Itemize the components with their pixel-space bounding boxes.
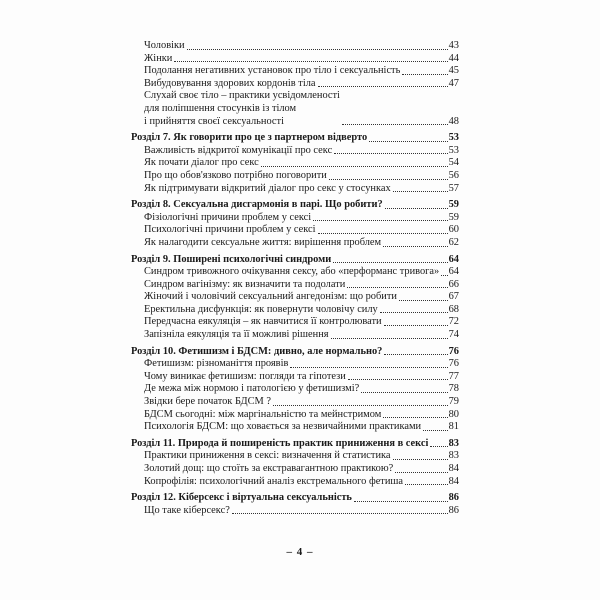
chapter-heading bbox=[131, 254, 459, 267]
chapter-heading bbox=[131, 492, 459, 505]
toc-entry bbox=[131, 145, 459, 158]
entry-title-line: Слухай своє тіло – практики усвідомленості bbox=[144, 90, 340, 102]
dot-leader bbox=[380, 312, 448, 313]
entry-page: 72 bbox=[448, 316, 459, 328]
entry-title: Жінки bbox=[144, 52, 173, 64]
entry-title-line: і прийняття своєї сексуальності bbox=[144, 115, 284, 127]
dot-leader bbox=[361, 392, 447, 393]
entry-page: 48 bbox=[448, 115, 459, 127]
toc-entry bbox=[131, 371, 459, 384]
dot-leader bbox=[261, 166, 448, 167]
entry-page: 84 bbox=[448, 463, 459, 474]
dot-leader bbox=[347, 287, 447, 288]
toc-entry bbox=[131, 316, 459, 329]
dot-leader bbox=[383, 417, 447, 418]
dot-leader bbox=[348, 379, 448, 380]
chapter-heading bbox=[131, 132, 459, 145]
toc-entry bbox=[131, 358, 459, 371]
entry-page: 47 bbox=[448, 77, 459, 89]
entry-title: Жіночий і чоловічий сексуальний ангедонізм: що робити bbox=[144, 291, 397, 303]
entry-page: 64 bbox=[448, 253, 459, 265]
entry-title: Розділ 9. Поширені психологічні синдроми bbox=[131, 253, 332, 265]
entry-page: 83 bbox=[448, 450, 459, 462]
dot-leader bbox=[329, 179, 448, 180]
entry-page: 53 bbox=[448, 144, 459, 156]
dot-leader bbox=[354, 501, 448, 502]
entry-page: 78 bbox=[448, 383, 459, 395]
dot-leader bbox=[290, 367, 447, 368]
entry-page: 60 bbox=[448, 224, 459, 236]
toc-entry bbox=[131, 450, 459, 463]
dot-leader bbox=[342, 124, 448, 125]
entry-page: 53 bbox=[448, 132, 459, 144]
entry-page: 86 bbox=[448, 504, 459, 516]
entry-title: Синдром тривожного очікування сексу, або «перформанс тривога» bbox=[144, 266, 440, 278]
toc-entry bbox=[131, 396, 459, 409]
dot-leader bbox=[441, 275, 447, 276]
entry-page: 80 bbox=[448, 408, 459, 420]
entry-title: Копрофілія: психологічний аналіз екстремального фетиша bbox=[144, 475, 404, 487]
entry-title: Чому виникає фетишизм: погляди та гіпотези bbox=[144, 370, 346, 382]
entry-title: Синдром вагінізму: як визначити та подолати bbox=[144, 278, 346, 290]
entry-page: 68 bbox=[448, 303, 459, 315]
dot-leader bbox=[399, 300, 448, 301]
toc-entry bbox=[131, 53, 459, 66]
dot-leader bbox=[384, 354, 447, 355]
toc-entry bbox=[131, 279, 459, 292]
toc-entry bbox=[131, 224, 459, 237]
dot-leader bbox=[333, 262, 447, 263]
entry-title: Фізіологічні причини проблем у сексі bbox=[144, 211, 312, 223]
dot-leader bbox=[313, 220, 447, 221]
entry-title: БДСМ сьогодні: між маргінальністю та мейнстримом bbox=[144, 408, 382, 420]
entry-title: Про що обов'язково потрібно поговорити bbox=[144, 169, 327, 181]
toc-entry bbox=[131, 383, 459, 396]
entry-title: Де межа між нормою і патологією у фетишизмі? bbox=[144, 383, 360, 395]
toc-entry bbox=[131, 157, 459, 170]
toc-entry bbox=[131, 291, 459, 304]
dot-leader bbox=[334, 153, 447, 154]
entry-title: Чоловіки bbox=[144, 40, 185, 51]
entry-page: 74 bbox=[448, 329, 459, 341]
entry-title: Подолання негативних установок про тіло і сексуальність bbox=[144, 65, 401, 77]
dot-leader bbox=[405, 484, 448, 485]
entry-page: 43 bbox=[448, 40, 459, 51]
entry-page: 83 bbox=[448, 437, 459, 449]
dot-leader bbox=[395, 472, 447, 473]
entry-page: 84 bbox=[448, 475, 459, 487]
dot-leader bbox=[393, 459, 448, 460]
entry-title: Як налагодити сексуальне життя: вирішення проблем bbox=[144, 236, 382, 248]
dot-leader bbox=[232, 513, 448, 514]
dot-leader bbox=[423, 430, 448, 431]
entry-title: Розділ 11. Природа й поширеність практик приниження в сексі bbox=[131, 437, 429, 449]
dot-leader bbox=[385, 208, 448, 209]
toc-entry bbox=[131, 212, 459, 225]
dot-leader bbox=[318, 233, 448, 234]
entry-title: Як підтримувати відкритий діалог про секс у стосунках bbox=[144, 182, 391, 194]
toc-entry bbox=[131, 463, 459, 476]
toc-entry bbox=[131, 505, 459, 518]
entry-page: 64 bbox=[448, 266, 459, 278]
chapter-heading bbox=[131, 199, 459, 212]
toc-entry bbox=[131, 266, 459, 279]
entry-title: Запізніла еякуляція та її можливі рішення bbox=[144, 329, 329, 341]
entry-title: Психологічні причини проблем у сексі bbox=[144, 224, 316, 236]
entry-page: 81 bbox=[448, 421, 459, 433]
table-of-contents bbox=[131, 40, 459, 517]
entry-page: 59 bbox=[448, 199, 459, 211]
chapter-heading bbox=[131, 438, 459, 451]
dot-leader bbox=[369, 141, 447, 142]
entry-page: 76 bbox=[448, 358, 459, 370]
entry-title: Психологія БДСМ: що ховається за незвичайними практиками bbox=[144, 421, 422, 433]
toc-entry bbox=[131, 78, 459, 91]
toc-entry bbox=[131, 237, 459, 250]
entry-page: 79 bbox=[448, 396, 459, 408]
entry-page: 56 bbox=[448, 169, 459, 181]
entry-page: 77 bbox=[448, 370, 459, 382]
toc-entry-multiline bbox=[131, 90, 459, 128]
toc-entry bbox=[131, 170, 459, 183]
entry-title: Практики приниження в сексі: визначення й статистика bbox=[144, 450, 391, 462]
entry-title: Розділ 12. Кіберсекс і віртуальна сексуальність bbox=[131, 492, 352, 504]
chapter-heading bbox=[131, 346, 459, 359]
dot-leader bbox=[273, 405, 448, 406]
entry-page: 86 bbox=[448, 492, 459, 504]
toc-entry bbox=[131, 421, 459, 434]
toc-entry bbox=[131, 304, 459, 317]
entry-title: Що таке кіберсекс? bbox=[144, 504, 230, 516]
dot-leader bbox=[174, 61, 447, 62]
dot-leader bbox=[430, 446, 447, 447]
entry-title: Важливість відкритої комунікації про секс bbox=[144, 144, 333, 156]
entry-page: 66 bbox=[448, 278, 459, 290]
dot-leader bbox=[187, 49, 448, 50]
entry-title: Розділ 8. Сексуальна дисгармонія в парі. Що робити? bbox=[131, 199, 383, 211]
toc-entry bbox=[131, 183, 459, 196]
entry-title: Звідки бере початок БДСМ ? bbox=[144, 396, 271, 408]
entry-page: 54 bbox=[448, 157, 459, 169]
entry-title: Фетишизм: різноманіття проявів bbox=[144, 358, 289, 370]
entry-page: 57 bbox=[448, 182, 459, 194]
entry-title: Еректильна дисфункція: як повернути чоловічу силу bbox=[144, 303, 378, 315]
entry-page: 44 bbox=[448, 52, 459, 64]
entry-title: Як почати діалог про секс bbox=[144, 157, 259, 169]
entry-title-line: для поліпшення стосунків із тілом bbox=[144, 102, 297, 114]
dot-leader bbox=[318, 86, 448, 87]
entry-title: Золотий дощ: що стоїть за екстравагантною практикою? bbox=[144, 463, 394, 474]
toc-entry bbox=[131, 40, 459, 53]
entry-page: 62 bbox=[448, 236, 459, 248]
page-number: – 4 – bbox=[286, 546, 314, 558]
entry-page: 45 bbox=[448, 65, 459, 77]
entry-title: Розділ 10. Фетишизм і БДСМ: дивно, але нормально? bbox=[131, 345, 383, 357]
dot-leader bbox=[384, 325, 448, 326]
dot-leader bbox=[331, 338, 448, 339]
entry-page: 59 bbox=[448, 211, 459, 223]
entry-title bbox=[144, 90, 340, 128]
dot-leader bbox=[383, 246, 447, 247]
toc-entry bbox=[131, 65, 459, 78]
toc-entry bbox=[131, 476, 459, 489]
dot-leader bbox=[393, 191, 448, 192]
entry-title: Розділ 7. Як говорити про це з партнером відверто bbox=[131, 132, 368, 144]
dot-leader bbox=[402, 74, 447, 75]
entry-title: Вибудовування здорових кордонів тіла bbox=[144, 77, 316, 89]
entry-title: Передчасна еякуляція – як навчитися її контролювати bbox=[144, 316, 382, 328]
entry-page: 76 bbox=[448, 345, 459, 357]
toc-entry bbox=[131, 409, 459, 422]
toc-entry bbox=[131, 329, 459, 342]
entry-page: 67 bbox=[448, 291, 459, 303]
